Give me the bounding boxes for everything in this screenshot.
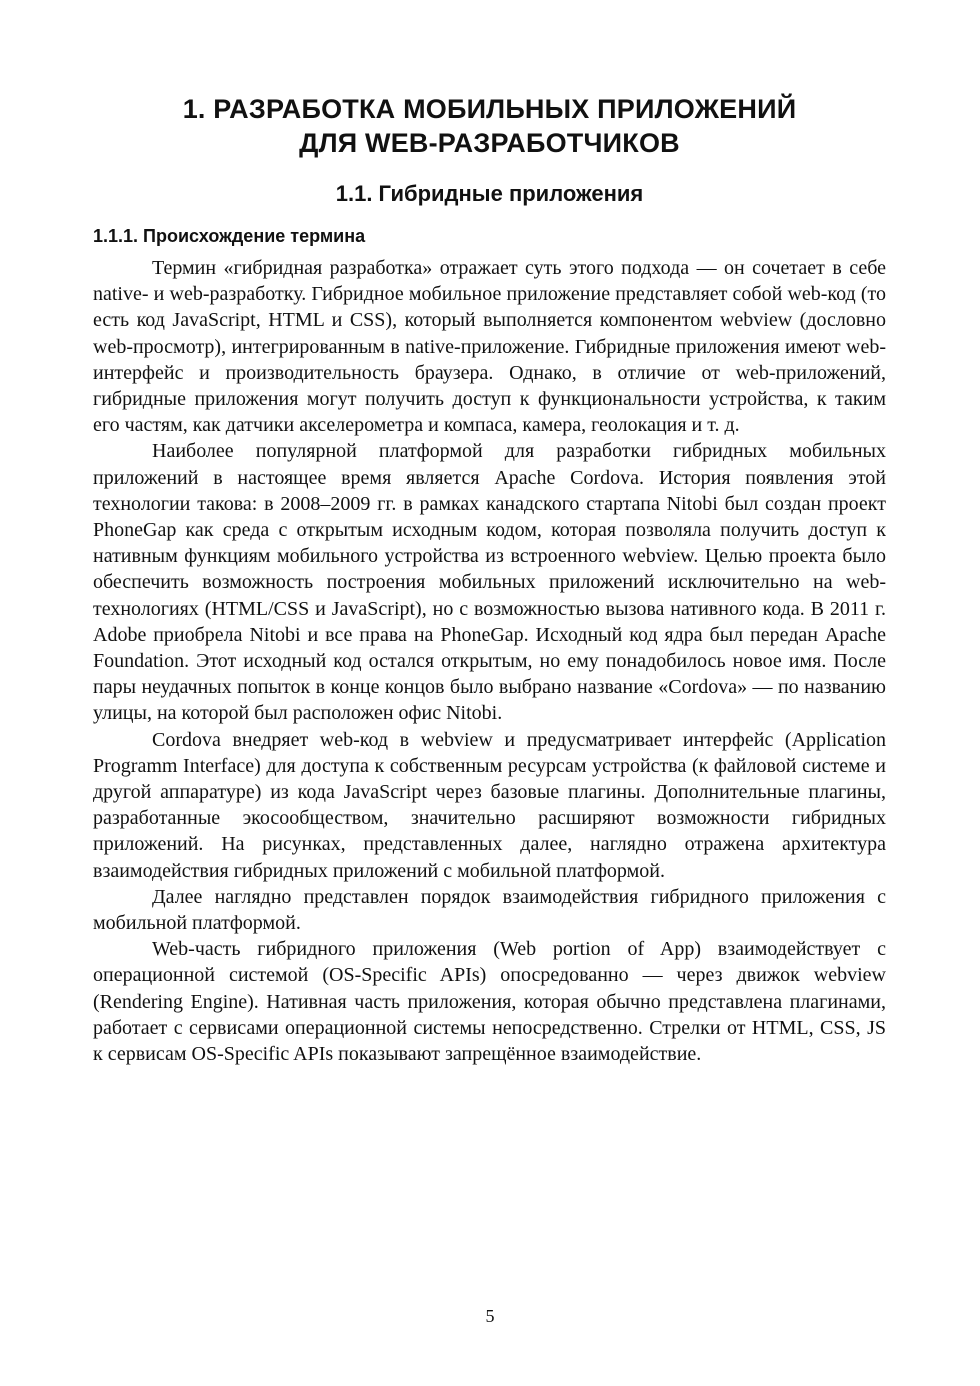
page-number: 5: [485, 1306, 495, 1326]
chapter-title-line-1: 1. РАЗРАБОТКА МОБИЛЬНЫХ ПРИЛОЖЕНИЙ: [182, 94, 797, 124]
paragraph-interaction-order: Далее наглядно представлен порядок взаимодействия гибридного приложения с мобильной платформой.: [93, 885, 886, 935]
body-text: [93, 255, 886, 1067]
paragraph-hybrid-definition: Термин «гибридная разработка» отражает суть этого подхода — он сочетает в себе native- и web-разработку. Гибридное мобильное приложение представляет собой web-код (то есть код JavaScript, HTML и CSS), который выполняется компонентом webview (дословно web-просмотр), интегрированным в native-приложение. Гибридные приложения имеют web-интерфейс и производительность браузера. Однако, в отличие от web-приложений, гибридные приложения могут получить доступ к функциональности устройства, к таким его частям, как датчики акселерометра и компаса, камера, геолокация и т. д.: [93, 257, 886, 437]
chapter-title: [93, 92, 886, 160]
paragraph-cordova-history: Наиболее популярной платформой для разработки гибридных мобильных приложений в настоящее время является Apache Cordova. История появления этой технологии такова: в 2008–2009 гг. в рамках канадского стартапа Nitobi был создан проект PhoneGap как среда с открытым исходным кодом, которая позволяла получить доступ к нативным функциям мобильного устройства из встроенного webview. Целью проекта было обеспечить возможность построения мобильных приложений исключительно на web-технологиях (HTML/CSS и JavaScript), но с возможностью вызова нативного кода. В 2011 г. Adobe приобрела Nitobi и все права на PhoneGap. Исходный код ядра был передан Apache Foundation. Этот исходный код остался открытым, но ему понадобилось новое имя. После пары неудачных попыток в конце концов было выбрано название «Cordova» — по названию улицы, на которой был расположен офис Nitobi.: [93, 440, 886, 725]
subsection-title: 1.1.1. Происхождение термина: [93, 226, 366, 246]
paragraph-web-portion: Web-часть гибридного приложения (Web portion of App) взаимодействует с операционной системой (OS-Specific APIs) опосредованно — через движок webview (Rendering Engine). Нативная часть приложения, которая обычно представлена плагинами, работает с сервисами операционной системы непосредственно. Стрелки от HTML, CSS, JS к сервисам OS-Specific APIs показывают запрещённое взаимодействие.: [93, 938, 886, 1066]
document-page: [93, 92, 886, 1067]
section-title: 1.1. Гибридные приложения: [335, 181, 644, 206]
paragraph-cordova-plugins: Cordova внедряет web-код в webview и предусматривает интерфейс (Application Programm Interface) для доступа к собственным ресурсам устройства (к файловой системе и другой аппаратуре) из кода JavaScript через базовые плагины. Дополнительные плагины, разработанные экосообществом, значительно расширяют возможности гибридных приложений. На рисунках, представленных далее, наглядно отражена архитектура взаимодействия гибридных приложений с мобильной платформой.: [93, 728, 886, 882]
chapter-title-line-2: ДЛЯ WEB-РАЗРАБОТЧИКОВ: [299, 128, 680, 158]
